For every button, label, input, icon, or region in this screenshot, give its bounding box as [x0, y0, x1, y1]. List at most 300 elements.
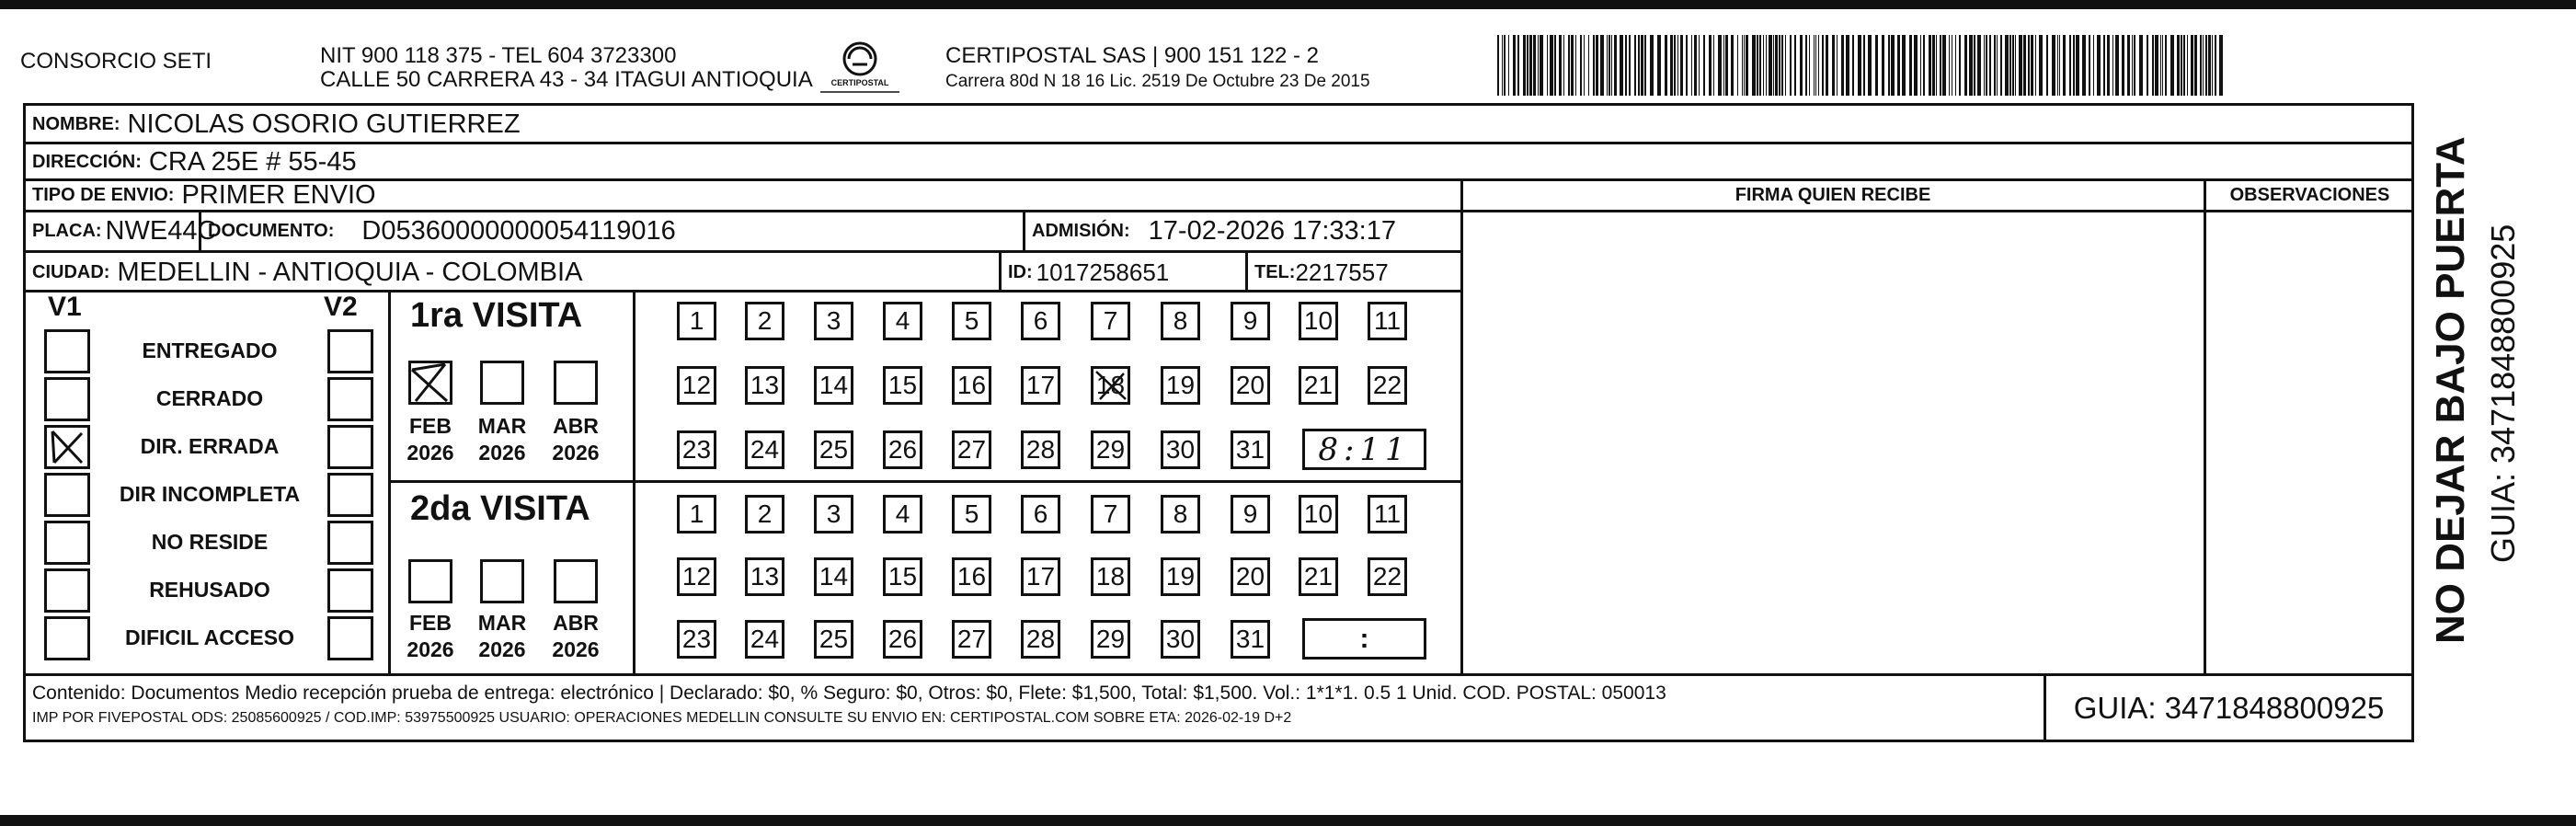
barcode-bar [2139, 35, 2143, 96]
barcode-bar [2155, 35, 2158, 96]
address-line: CALLE 50 CARRERA 43 - 34 ITAGUI ANTIOQUIA [320, 67, 813, 92]
v1-checkbox[interactable] [44, 568, 90, 613]
first-day-box[interactable]: 27 [952, 430, 991, 469]
barcode-bar [1703, 35, 1705, 96]
barcode-bar [1593, 35, 1595, 96]
license-line: Carrera 80d N 18 16 Lic. 2519 De Octubre 23 De 2015 [945, 72, 1370, 91]
second-day-box[interactable]: 24 [745, 620, 784, 659]
id-label: ID: [1008, 261, 1033, 282]
first-day-box[interactable]: 15 [883, 366, 922, 405]
first-day-box[interactable]: 1 [677, 302, 716, 340]
second-day-box[interactable]: 30 [1161, 620, 1200, 659]
row-documento [199, 212, 676, 250]
barcode-bar [2205, 35, 2207, 96]
second-day-box[interactable]: 27 [952, 620, 991, 659]
barcode-bar [1959, 35, 1961, 96]
barcode-bar [1868, 35, 1872, 96]
barcode-bar [2107, 35, 2110, 96]
barcode-bar [1713, 35, 1714, 96]
barcode-bar [2023, 35, 2026, 96]
barcode-bar [1737, 35, 1738, 96]
barcode-bar [1897, 35, 1900, 96]
second-month-label: FEB [409, 611, 452, 635]
barcode-bar [1863, 35, 1865, 96]
v1-checkbox[interactable] [44, 616, 90, 660]
barcode-bar [1723, 35, 1724, 96]
row-placa [23, 212, 216, 250]
barcode-bar [1800, 35, 1803, 96]
barcode-bar [1940, 35, 1941, 96]
first-month-year: 2026 [406, 441, 454, 465]
first-day-box[interactable]: 3 [814, 302, 853, 340]
second-visit-time-value: : [1359, 623, 1369, 654]
barcode-bar [2215, 35, 2216, 96]
barcode-bar [1785, 35, 1786, 96]
barcode-bar [1846, 35, 1849, 96]
barcode-bar [2127, 35, 2130, 96]
barcode-bar [2046, 35, 2048, 96]
second-day-box[interactable]: 2 [745, 495, 784, 533]
second-day-box[interactable]: 6 [1021, 495, 1060, 533]
first-day-box[interactable]: 23 [677, 430, 716, 469]
first-day-box[interactable]: 24 [745, 430, 784, 469]
barcode-bar [1882, 35, 1884, 96]
second-month-checkbox[interactable] [480, 559, 524, 603]
second-day-box[interactable]: 26 [883, 620, 922, 659]
second-day-box[interactable]: 16 [952, 557, 991, 596]
first-visit-time[interactable] [1302, 429, 1426, 470]
barcode-bar [1575, 35, 1576, 96]
second-month-label: MAR [477, 611, 527, 635]
barcode-bar [1964, 35, 1967, 96]
row-tel [1245, 255, 1389, 290]
barcode-bar [1936, 35, 1937, 96]
barcode-bar [1580, 35, 1582, 96]
barcode-bar [1607, 35, 1608, 96]
second-day-box[interactable]: 9 [1231, 495, 1270, 533]
barcode-bar [2183, 35, 2185, 96]
status-label: DIR. ERRADA [140, 434, 280, 458]
barcode-bar [2057, 35, 2058, 96]
second-day-box[interactable]: 13 [745, 557, 784, 596]
row-tipo [23, 181, 376, 210]
second-day-box[interactable]: 22 [1368, 557, 1407, 596]
no-dejar-bajo-puerta: NO DEJAR BAJO PUERTA [2428, 136, 2473, 644]
barcode-bar [1709, 35, 1712, 96]
second-month-year: 2026 [478, 637, 526, 661]
barcode-bar [2208, 35, 2211, 96]
barcode-bar [1779, 35, 1780, 96]
v2-checkbox[interactable] [327, 425, 373, 469]
second-visit-title: 2da VISITA [410, 489, 590, 528]
barcode-bar [2122, 35, 2124, 96]
first-day-box[interactable]: 10 [1299, 302, 1338, 340]
row-direccion [23, 144, 357, 179]
barcode-bar [1680, 35, 1683, 96]
barcode-bar [1540, 35, 1543, 96]
barcode-bar [1920, 35, 1921, 96]
second-day-box[interactable]: 20 [1231, 557, 1270, 596]
first-month-checkbox[interactable] [480, 361, 524, 405]
barcode-bar [1994, 35, 1996, 96]
barcode-bar [1674, 35, 1676, 96]
v2-checkbox[interactable] [327, 521, 373, 565]
second-day-box[interactable]: 10 [1299, 495, 1338, 533]
barcode-bar [1596, 35, 1598, 96]
first-day-box[interactable]: 29 [1091, 430, 1130, 469]
barcode-bar [1942, 35, 1946, 96]
barcode-bar [2082, 35, 2086, 96]
second-day-box[interactable]: 5 [952, 495, 991, 533]
barcode-bar [1766, 35, 1767, 96]
first-month-checkbox[interactable] [408, 361, 452, 405]
barcode-bar [2170, 35, 2174, 96]
first-day-box[interactable]: 19 [1161, 366, 1200, 405]
barcode-bar [2162, 35, 2163, 96]
barcode-bar [1815, 35, 1816, 96]
first-day-box[interactable]: 26 [883, 430, 922, 469]
certipostal-line: CERTIPOSTAL SAS | 900 151 122 - 2 [945, 43, 1319, 68]
divider [1462, 210, 2414, 212]
v1-checkbox[interactable] [44, 329, 90, 373]
barcode-bar [1875, 35, 1878, 96]
barcode-bar [1974, 35, 1975, 96]
barcode-bar [2115, 35, 2119, 96]
barcode-bar [1752, 35, 1756, 96]
barcode-bar [1563, 35, 1564, 96]
barcode-bar [1989, 35, 1991, 96]
barcode-bar [1568, 35, 1570, 96]
first-day-box[interactable]: 16 [952, 366, 991, 405]
barcode-bar [1837, 35, 1838, 96]
second-day-box[interactable]: 18 [1091, 557, 1130, 596]
documento-label: DOCUMENTO: [208, 220, 335, 241]
barcode-bar [1725, 35, 1728, 96]
barcode-bar [2097, 35, 2101, 96]
barcode-bar [1611, 35, 1612, 96]
barcode-bar [2093, 35, 2094, 96]
barcode-bar [2005, 35, 2009, 96]
first-day-box[interactable]: 13 [745, 366, 784, 405]
first-day-box[interactable]: 5 [952, 302, 991, 340]
barcode-bar [2028, 35, 2030, 96]
divider [23, 290, 1460, 293]
barcode-bar [1858, 35, 1861, 96]
barcode-bar [2132, 35, 2133, 96]
barcode-bar [1508, 35, 1509, 96]
barcode-bar [1584, 35, 1585, 96]
first-day-box[interactable]: 20 [1231, 366, 1270, 405]
barcode-bar [1657, 35, 1661, 96]
barcode-bar [1929, 35, 1931, 96]
first-day-box[interactable]: 6 [1021, 302, 1060, 340]
barcode-bar [1650, 35, 1654, 96]
barcode-bar [2200, 35, 2202, 96]
second-month-checkbox[interactable] [408, 559, 452, 603]
barcode-bar [1790, 35, 1792, 96]
second-day-box[interactable]: 1 [677, 495, 716, 533]
second-day-box[interactable]: 19 [1161, 557, 1200, 596]
barcode-bar [1497, 35, 1499, 96]
firma-header: FIRMA QUIEN RECIBE [1735, 185, 1931, 205]
second-month-label: ABR [553, 611, 599, 635]
barcode-bar [1588, 35, 1589, 96]
second-day-box[interactable]: 25 [814, 620, 853, 659]
barcode-bar [1955, 35, 1956, 96]
barcode-bar [1523, 35, 1526, 96]
first-day-box[interactable]: 12 [677, 366, 716, 405]
second-month-year: 2026 [406, 637, 454, 661]
first-day-box[interactable]: 30 [1161, 430, 1200, 469]
row-admision [1023, 212, 1396, 250]
barcode-bar [1718, 35, 1722, 96]
id-value: 1017258651 [1036, 258, 1170, 286]
barcode-bar [1891, 35, 1895, 96]
barcode-bar [1969, 35, 1973, 96]
barcode [1497, 35, 2229, 96]
barcode-bar [1852, 35, 1854, 96]
barcode-bar [1794, 35, 1796, 96]
second-day-box[interactable]: 17 [1021, 557, 1060, 596]
first-day-box[interactable]: 4 [883, 302, 922, 340]
second-day-box[interactable]: 12 [677, 557, 716, 596]
barcode-bar [1809, 35, 1810, 96]
first-day-box[interactable]: 28 [1021, 430, 1060, 469]
barcode-bar [1888, 35, 1890, 96]
status-label: CERRADO [155, 386, 264, 410]
barcode-bar [1814, 35, 1815, 96]
second-day-box[interactable]: 14 [814, 557, 853, 596]
barcode-bar [1757, 35, 1758, 96]
barcode-bar [1644, 35, 1646, 96]
status-label: ENTREGADO [142, 338, 278, 362]
barcode-bar [1614, 35, 1617, 96]
barcode-bar [2019, 35, 2022, 96]
v1-checkbox[interactable] [44, 521, 90, 565]
ciudad-value: MEDELLIN - ANTIOQUIA - COLOMBIA [117, 257, 583, 287]
barcode-bar [2165, 35, 2167, 96]
first-day-box[interactable]: 18 [1091, 366, 1130, 405]
barcode-bar [2160, 35, 2161, 96]
direccion-label: DIRECCIÓN: [32, 151, 142, 172]
barcode-bar [1554, 35, 1556, 96]
first-day-box[interactable]: 9 [1231, 302, 1270, 340]
barcode-bar [2035, 35, 2036, 96]
admision-value: 17-02-2026 17:33:17 [1148, 215, 1396, 246]
documento-value: D05360000000054119016 [361, 215, 676, 246]
first-month-label: MAR [477, 414, 527, 438]
placa-label: PLACA: [32, 220, 102, 241]
status-label: DIFICIL ACCESO [124, 625, 294, 649]
barcode-bar [1641, 35, 1643, 96]
barcode-bar [1699, 35, 1700, 96]
second-day-box[interactable]: 11 [1368, 495, 1407, 533]
divider [23, 178, 2414, 181]
barcode-bar [1744, 35, 1745, 96]
barcode-bar [1977, 35, 1981, 96]
barcode-bar [1902, 35, 1906, 96]
barcode-bar [2181, 35, 2182, 96]
second-day-box[interactable]: 29 [1091, 620, 1130, 659]
barcode-bar [1773, 35, 1774, 96]
second-day-box[interactable]: 7 [1091, 495, 1130, 533]
barcode-bar [1984, 35, 1985, 96]
logo-text: CERTIPOSTAL [830, 78, 889, 87]
v1-heading: V1 [48, 292, 82, 322]
second-day-box[interactable]: 28 [1021, 620, 1060, 659]
barcode-bar [1759, 35, 1761, 96]
bottom-border [0, 815, 2576, 826]
barcode-bar [1909, 35, 1912, 96]
barcode-bar [1504, 35, 1506, 96]
barcode-bar [1547, 35, 1548, 96]
nombre-label: NOMBRE: [32, 113, 120, 134]
row-nombre [23, 106, 521, 143]
footer-content-line: Contenido: Documentos Medio recepción prueba de entrega: electrónico | Declarado: $0, % Seguro: $0, Otros: $0, Flete: $1,500, Total: $1,500. Vol.: 1*1*1. 0.5 1 Unid. COD. POSTAL: 050013 [32, 683, 1666, 704]
v2-checkbox[interactable] [327, 329, 373, 373]
v1-checkbox[interactable] [44, 425, 90, 469]
barcode-bar [2219, 35, 2223, 96]
barcode-bar [2059, 35, 2060, 96]
second-month-checkbox[interactable] [554, 559, 598, 603]
nombre-value: NICOLAS OSORIO GUTIERREZ [127, 109, 521, 139]
barcode-bar [2063, 35, 2066, 96]
barcode-bar [1932, 35, 1935, 96]
barcode-bar [1986, 35, 1987, 96]
barcode-bar [1841, 35, 1844, 96]
v2-checkbox[interactable] [327, 473, 373, 517]
ciudad-label: CIUDAD: [32, 261, 110, 282]
footer-guia: GUIA: 3471848800925 [2073, 690, 2385, 725]
barcode-bar [2147, 35, 2148, 96]
barcode-bar [1781, 35, 1783, 96]
barcode-bar [2089, 35, 2090, 96]
barcode-bar [2194, 35, 2197, 96]
direccion-value: CRA 25E # 55-45 [148, 146, 357, 177]
barcode-bar [2152, 35, 2154, 96]
second-day-box[interactable]: 31 [1231, 620, 1270, 659]
second-day-box[interactable]: 4 [883, 495, 922, 533]
first-day-box[interactable]: 31 [1231, 430, 1270, 469]
barcode-bar [1538, 35, 1539, 96]
top-border [0, 0, 2576, 9]
barcode-bar [1609, 35, 1610, 96]
col-divider-obs [2204, 178, 2206, 673]
company-name: CONSORCIO SETI [20, 49, 212, 74]
barcode-bar [2052, 35, 2055, 96]
first-day-box[interactable]: 17 [1021, 366, 1060, 405]
first-day-box[interactable]: 22 [1368, 366, 1407, 405]
barcode-bar [1997, 35, 1998, 96]
second-day-box[interactable]: 3 [814, 495, 853, 533]
barcode-bar [1763, 35, 1764, 96]
barcode-bar [1923, 35, 1925, 96]
barcode-bar [2073, 35, 2075, 96]
row-id [999, 255, 1169, 290]
barcode-bar [1769, 35, 1772, 96]
status-label: DIR INCOMPLETA [119, 482, 301, 506]
divider-visits [388, 480, 1460, 483]
first-day-box[interactable]: 7 [1091, 302, 1130, 340]
barcode-bar [1832, 35, 1835, 96]
barcode-bar [1529, 35, 1532, 96]
barcode-bar [2187, 35, 2188, 96]
tel-value: 2217557 [1295, 258, 1389, 286]
first-month-year: 2026 [552, 441, 600, 465]
v1-checkbox[interactable] [44, 377, 90, 421]
second-day-box[interactable]: 23 [677, 620, 716, 659]
barcode-bar [1550, 35, 1553, 96]
col-divider-firma [1460, 178, 1463, 673]
barcode-bar [1638, 35, 1640, 96]
second-day-box[interactable]: 8 [1161, 495, 1200, 533]
nit-line: NIT 900 118 375 - TEL 604 3723300 [320, 43, 677, 68]
barcode-bar [2009, 35, 2011, 96]
status-label: NO RESIDE [151, 530, 269, 554]
barcode-bar [1822, 35, 1824, 96]
v2-checkbox[interactable] [327, 377, 373, 421]
second-day-box[interactable]: 15 [883, 557, 922, 596]
second-day-box[interactable]: 21 [1299, 557, 1338, 596]
barcode-bar [1826, 35, 1828, 96]
second-visit-time[interactable] [1302, 618, 1426, 660]
barcode-bar [1571, 35, 1574, 96]
v2-checkbox[interactable] [327, 616, 373, 660]
tipo-label: TIPO DE ENVIO: [32, 185, 175, 205]
barcode-bar [1670, 35, 1673, 96]
first-day-box[interactable]: 11 [1368, 302, 1407, 340]
v1-checkbox[interactable] [44, 473, 90, 517]
first-month-checkbox[interactable] [554, 361, 598, 405]
row-ciudad [23, 255, 582, 290]
admision-label: ADMISIÓN: [1032, 220, 1130, 241]
status-label: REHUSADO [149, 578, 270, 602]
first-day-box[interactable]: 25 [814, 430, 853, 469]
first-month-label: ABR [553, 414, 599, 438]
first-day-box[interactable]: 2 [745, 302, 784, 340]
first-day-box[interactable]: 14 [814, 366, 853, 405]
first-visit-time-value: 8:11 [1318, 430, 1411, 468]
first-month-label: FEB [409, 414, 452, 438]
barcode-bar [2031, 35, 2033, 96]
barcode-bar [1742, 35, 1743, 96]
barcode-bar [1694, 35, 1697, 96]
first-day-box[interactable]: 8 [1161, 302, 1200, 340]
barcode-bar [1517, 35, 1519, 96]
tipo-value: PRIMER ENVIO [181, 180, 376, 210]
v2-checkbox[interactable] [327, 568, 373, 613]
tel-label: TEL: [1254, 261, 1296, 282]
barcode-bar [1805, 35, 1807, 96]
barcode-bar [2177, 35, 2180, 96]
side-guia: GUIA: 3471848800925 [2484, 224, 2522, 563]
barcode-bar [2000, 35, 2002, 96]
second-month-year: 2026 [552, 637, 600, 661]
barcode-bar [1949, 35, 1950, 96]
first-day-box[interactable]: 21 [1299, 366, 1338, 405]
first-month-year: 2026 [478, 441, 526, 465]
barcode-bar [1533, 35, 1536, 96]
barcode-bar [1775, 35, 1778, 96]
barcode-bar [2012, 35, 2014, 96]
certipostal-logo [819, 39, 901, 99]
barcode-bar [1634, 35, 1636, 96]
barcode-bar [1686, 35, 1688, 96]
barcode-bar [2112, 35, 2113, 96]
barcode-bar [1677, 35, 1678, 96]
barcode-bar [1818, 35, 1819, 96]
barcode-bar [1691, 35, 1692, 96]
